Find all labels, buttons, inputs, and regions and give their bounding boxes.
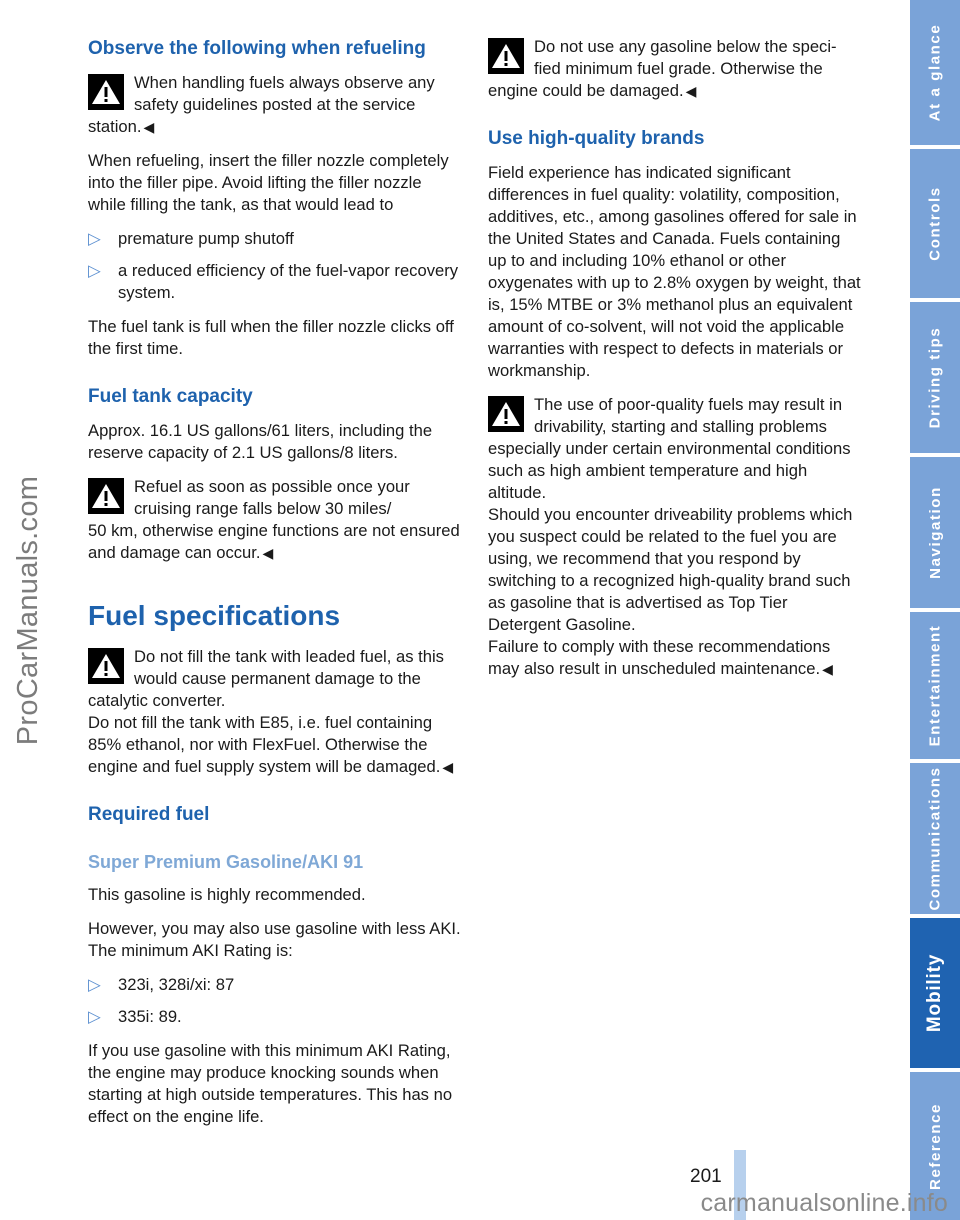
bullet-marker: ▷ [88,229,101,248]
warning-text: Should you encounter driveability problems which you suspect could be related to the fuel you are using, we recommend that you respond by switching to a recognized high-quality brand such as gasoline that is advertised as Top Tier Detergent Gasoline. [488,505,853,634]
bullet-marker: ▷ [88,1007,101,1026]
warning-text: Failure to comply with these recommendations may also result in unscheduled maintenance. [488,637,831,678]
warning-fuel-grade [488,36,862,102]
list-item [88,1006,462,1028]
warning-line: The use of poor-quality fuels may result in [534,395,843,414]
tab-mobility[interactable] [910,918,960,1068]
end-marker: ◀ [442,759,454,775]
tab-driving-tips[interactable] [910,302,960,453]
warning-triangle-icon [88,478,124,514]
right-column [488,36,862,692]
list-item-text: 323i, 328i/xi: 87 [118,975,235,994]
end-marker: ◀ [143,119,155,135]
warning-text: catalytic converter. [88,691,226,710]
tab-label: Driving tips [926,326,944,429]
warning-triangle-icon [88,648,124,684]
heading-fuel-specifications: Fuel specifications [88,600,341,631]
tab-controls[interactable] [910,149,960,298]
bullet-list [88,228,462,304]
warning-line: fied minimum fuel grade. Otherwise the [534,59,823,78]
bullet-list [88,974,462,1028]
list-item-text: a reduced efficiency of the fuel-vapor recovery system. [118,261,459,302]
warning-line: Refuel as soon as possible once your [134,477,410,496]
section-tabs [910,0,960,1220]
watermark-left-text: ProCarManuals.com [12,475,45,745]
heading-capacity: Fuel tank capacity [88,386,253,407]
list-item-text: premature pump shutoff [118,229,294,248]
warning-triangle-icon [488,396,524,432]
warning-text: 50 km, otherwise engine functions are not ensured and damage can occur. [88,521,460,562]
paragraph: However, you may also use gasoline with less AKI. The minimum AKI Rating is: [88,919,461,960]
paragraph: When refueling, insert the filler nozzle completely into the filler pipe. Avoid lifting the filler nozzle while filling the tank, as that would lead to [88,151,449,214]
heading-high-quality-brands: Use high-quality brands [488,128,705,149]
list-item-text: 335i: 89. [118,1007,182,1026]
warning-text: station. [88,117,142,136]
tab-label: Reference [926,1102,944,1190]
warning-line: would cause permanent damage to the [134,669,421,688]
watermark-left [6,0,52,1220]
heading-required-fuel: Required fuel [88,804,210,825]
end-marker: ◀ [262,545,274,561]
warning-line: Do not fill the tank with leaded fuel, as this [134,647,444,666]
warning-line: Do not use any gasoline below the speci- [534,37,837,56]
warning-line: cruising range falls below 30 miles/ [134,499,392,518]
warning-text: engine could be damaged. [488,81,684,100]
tab-label: Entertainment [926,624,944,747]
list-item [88,260,462,304]
tab-label: Communications [926,766,944,911]
warning-text: Do not fill the tank with E85, i.e. fuel containing 85% ethanol, nor with FlexFuel. Otherwise the engine and fuel supply system will be damaged. [88,713,441,776]
end-marker: ◀ [685,83,697,99]
warning-specs [88,646,462,778]
watermark-bottom: carmanualsonline.info [700,1189,948,1217]
warning-line: safety guidelines posted at the service [134,95,416,114]
paragraph: This gasoline is highly recommended. [88,885,366,904]
page-number: 201 [690,1166,722,1187]
tab-label: At a glance [926,23,944,122]
tab-label: Navigation [926,486,944,579]
list-item [88,974,462,996]
list-item [88,228,462,250]
tab-entertainment[interactable] [910,612,960,759]
warning-poor-quality [488,394,862,680]
tab-label: Mobility [924,953,946,1033]
bullet-marker: ▷ [88,975,101,994]
warning-refueling [88,72,462,138]
warning-triangle-icon [488,38,524,74]
bullet-marker: ▷ [88,261,101,280]
warning-text: especially under certain environmental conditions such as high ambient temperature and high altitude. [488,439,851,502]
tab-at-a-glance[interactable] [910,0,960,145]
heading-refueling: Observe the following when refueling [88,38,426,59]
paragraph: The fuel tank is full when the filler nozzle clicks off the first time. [88,317,454,358]
tab-communications[interactable] [910,763,960,914]
tab-navigation[interactable] [910,457,960,608]
warning-capacity [88,476,462,564]
warning-line: drivability, starting and stalling problems [534,417,827,436]
paragraph: Approx. 16.1 US gallons/61 liters, including the reserve capacity of 2.1 US gallons/8 liters. [88,421,433,462]
left-column [88,36,462,1140]
paragraph: Field experience has indicated significant differences in fuel quality: volatility, composition, additives, etc., among gasolines offered for sale in the United States and Canada. Fuels containing up to and including 10% ethanol or other oxygenates with up to 2.8% oxygen by weight, that is, 15% MTBE or 3% methanol plus an equivalent amount of co-solvent, will not void the applicable warranties with respect to defects in materials or workmanship. [488,163,861,380]
tab-label: Controls [926,186,944,261]
subheading-super-premium: Super Premium Gasoline/AKI 91 [88,852,364,872]
end-marker: ◀ [822,661,833,677]
paragraph: If you use gasoline with this minimum AKI Rating, the engine may produce knocking sounds when starting at high outside temperatures. This has no effect on the engine life. [88,1041,453,1126]
warning-line: When handling fuels always observe any [134,73,435,92]
warning-triangle-icon [88,74,124,110]
